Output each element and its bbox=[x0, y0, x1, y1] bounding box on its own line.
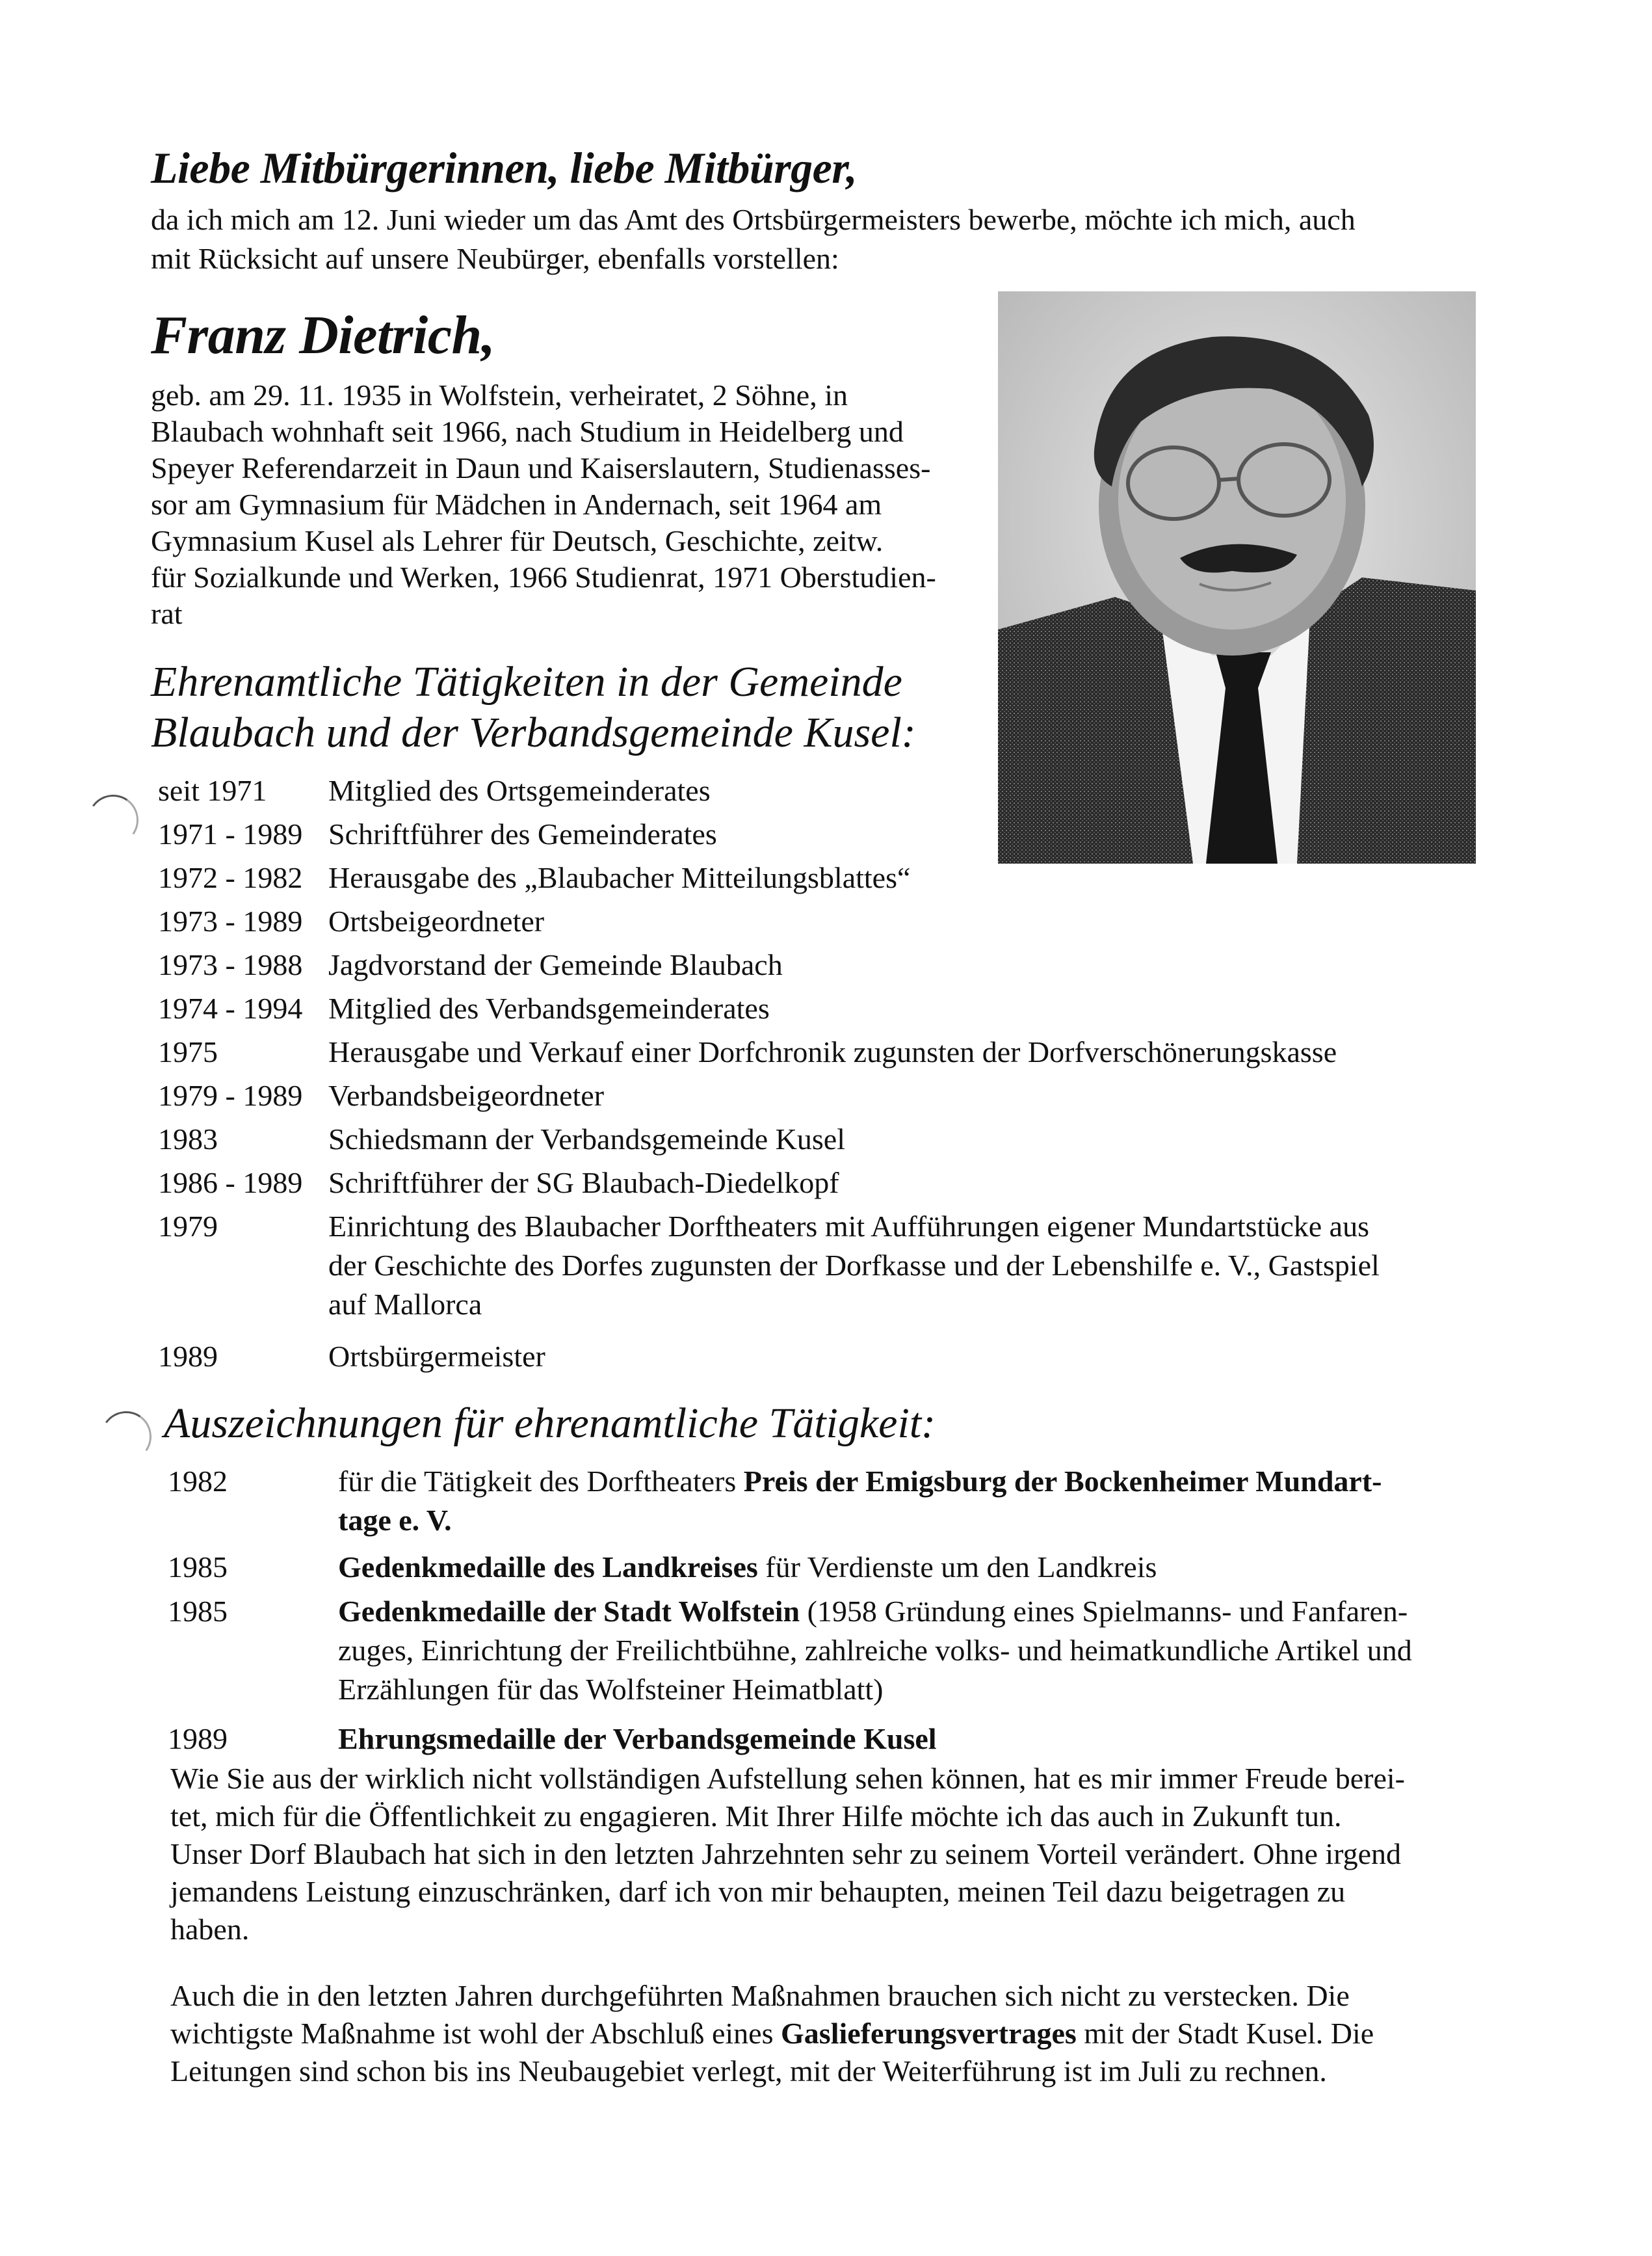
award-description bbox=[338, 1548, 1495, 1587]
activity-year: 1974 - 1994 bbox=[158, 992, 303, 1025]
activity-year: 1971 - 1989 bbox=[158, 817, 303, 851]
award-title: Gedenkmedaille des Landkreises bbox=[338, 1550, 758, 1584]
candidate-name: Franz Dietrich, bbox=[151, 305, 495, 365]
award-text: (1958 Gründung eines Spielmanns- und Fanfaren- bbox=[800, 1595, 1408, 1628]
activities-list bbox=[158, 771, 1497, 1373]
activity-description: Herausgabe des „Blaubacher Mitteilungsblattes“ bbox=[328, 861, 911, 894]
awards-list bbox=[168, 1462, 1497, 1755]
activity-description: Verbandsbeigeordneter bbox=[328, 1079, 605, 1112]
bio-line: sor am Gymnasium für Mädchen in Andernach, seit 1964 am bbox=[151, 488, 882, 521]
activity-description: Herausgabe und Verkauf einer Dorfchronik zugunsten der Dorfverschönerungskasse bbox=[328, 1035, 1337, 1068]
closing-line: Wie Sie aus der wirklich nicht vollständigen Aufstellung sehen können, hat es mir immer Freude berei- bbox=[170, 1762, 1406, 1795]
activity-description: Schriftführer des Gemeinderates bbox=[328, 817, 717, 851]
bio-paragraph bbox=[151, 377, 977, 632]
activity-year: 1973 - 1989 bbox=[158, 905, 303, 938]
closing-line: haben. bbox=[170, 1913, 250, 1946]
award-text: für die Tätigkeit des Dorftheaters bbox=[338, 1465, 744, 1498]
award-description-line bbox=[338, 1462, 1495, 1501]
award-description-line bbox=[338, 1719, 1495, 1758]
activity-description: Ortsbeigeordneter bbox=[328, 905, 545, 938]
closing-line: Leitungen sind schon bis ins Neubaugebiet verlegt, mit der Weiterführung ist im Juli zu rechnen. bbox=[170, 2054, 1327, 2088]
bio-line: Blaubach wohnhaft seit 1966, nach Studium in Heidelberg und bbox=[151, 415, 904, 448]
award-description bbox=[338, 1719, 1495, 1758]
activity-description: Jagdvorstand der Gemeinde Blaubach bbox=[328, 948, 783, 981]
activity-description-line: der Geschichte des Dorfes zugunsten der Dorfkasse und der Lebenshilfe e. V., Gastspiel bbox=[328, 1249, 1380, 1282]
activity-description: Mitglied des Ortsgemeinderates bbox=[328, 774, 711, 807]
award-description-line: zuges, Einrichtung der Freilichtbühne, zahlreiche volks- und heimatkundliche Artikel und bbox=[338, 1634, 1412, 1667]
awards-heading: Auszeichnungen für ehrenamtliche Tätigkeit: bbox=[164, 1400, 936, 1447]
activity-description: Mitglied des Verbandsgemeinderates bbox=[328, 992, 770, 1025]
closing-text: mit der Stadt Kusel. Die bbox=[1076, 2017, 1374, 2050]
salutation-heading: Liebe Mitbürgerinnen, liebe Mitbürger, bbox=[151, 143, 858, 192]
award-description-line bbox=[338, 1592, 1495, 1631]
award-description bbox=[338, 1462, 1495, 1540]
activity-description: Schiedsmann der Verbandsgemeinde Kusel bbox=[328, 1122, 846, 1156]
intro-line: da ich mich am 12. Juni wieder um das Amt des Ortsbürgermeisters bewerbe, möchte ich mich, auch bbox=[151, 203, 1356, 236]
award-description-line bbox=[338, 1501, 1495, 1540]
award-title: Preis der Emigsburg der Bockenheimer Mundart- bbox=[743, 1465, 1382, 1498]
activities-heading-line: Blaubach und der Verbandsgemeinde Kusel: bbox=[151, 709, 916, 756]
closing-line: Unser Dorf Blaubach hat sich in den letzten Jahrzehnten sehr zu seinem Vorteil verändert. Ohne irgend bbox=[170, 1837, 1402, 1870]
closing-line: Auch die in den letzten Jahren durchgeführten Maßnahmen brauchen sich nicht zu verstecken. Die bbox=[170, 1979, 1350, 2012]
closing-line: jemandens Leistung einzuschränken, darf ich von mir behaupten, meinen Teil dazu beigetragen zu bbox=[170, 1875, 1346, 1908]
award-title: Gedenkmedaille der Stadt Wolfstein bbox=[338, 1595, 800, 1628]
activity-year: seit 1971 bbox=[158, 774, 267, 807]
activity-year: 1986 - 1989 bbox=[158, 1166, 303, 1199]
activity-year: 1979 bbox=[158, 1210, 218, 1243]
award-title: Ehrungsmedaille der Verbandsgemeinde Kusel bbox=[338, 1722, 937, 1755]
bio-line: für Sozialkunde und Werken, 1966 Studienrat, 1971 Oberstudien- bbox=[151, 561, 936, 594]
award-year: 1985 bbox=[168, 1595, 228, 1628]
hole-punch-mark bbox=[97, 1407, 155, 1466]
activity-description: Schriftführer der SG Blaubach-Diedelkopf bbox=[328, 1166, 839, 1199]
closing-emphasis: Gaslieferungsvertrages bbox=[781, 2017, 1077, 2050]
activities-heading-line: Ehrenamtliche Tätigkeiten in der Gemeinde bbox=[151, 658, 902, 706]
award-title: tage e. V. bbox=[338, 1504, 452, 1537]
hole-punch-mark bbox=[84, 791, 142, 849]
activity-year: 1979 - 1989 bbox=[158, 1079, 303, 1112]
closing-line: tet, mich für die Öffentlichkeit zu engagieren. Mit Ihrer Hilfe möchte ich das auch in Zukunft tun. bbox=[170, 1799, 1342, 1833]
bio-line: Speyer Referendarzeit in Daun und Kaiserslautern, Studienasses- bbox=[151, 451, 931, 484]
activity-year: 1983 bbox=[158, 1122, 218, 1156]
closing-line bbox=[170, 2015, 1497, 2052]
activity-description bbox=[328, 1207, 1495, 1324]
bio-line: geb. am 29. 11. 1935 in Wolfstein, verheiratet, 2 Söhne, in bbox=[151, 378, 848, 412]
activity-year: 1972 - 1982 bbox=[158, 861, 303, 894]
award-description bbox=[338, 1592, 1495, 1709]
award-year: 1989 bbox=[168, 1722, 228, 1755]
activity-row bbox=[158, 1207, 1497, 1331]
award-description-line: Erzählungen für das Wolfsteiner Heimatblatt) bbox=[338, 1673, 884, 1706]
activity-year: 1989 bbox=[158, 1340, 218, 1373]
intro-paragraph bbox=[151, 200, 1477, 278]
closing-text: wichtigste Maßnahme ist wohl der Abschluß eines bbox=[170, 2017, 781, 2050]
activity-description: Ortsbürgermeister bbox=[328, 1340, 545, 1373]
award-year: 1982 bbox=[168, 1465, 228, 1498]
intro-line: mit Rücksicht auf unsere Neubürger, ebenfalls vorstellen: bbox=[151, 242, 839, 275]
closing-paragraph-2 bbox=[170, 1977, 1497, 2090]
award-description-line bbox=[338, 1548, 1495, 1587]
bio-line: Gymnasium Kusel als Lehrer für Deutsch, Geschichte, zeitw. bbox=[151, 524, 884, 557]
bio-line: rat bbox=[151, 597, 183, 630]
activity-description-line: auf Mallorca bbox=[328, 1288, 482, 1321]
award-year: 1985 bbox=[168, 1550, 228, 1584]
award-text: für Verdienste um den Landkreis bbox=[757, 1550, 1157, 1584]
activity-description-line: Einrichtung des Blaubacher Dorftheaters mit Aufführungen eigener Mundartstücke aus bbox=[328, 1210, 1369, 1243]
activities-heading bbox=[151, 657, 916, 758]
closing-paragraph-1 bbox=[170, 1760, 1497, 1948]
activity-year: 1973 - 1988 bbox=[158, 948, 303, 981]
activity-year: 1975 bbox=[158, 1035, 218, 1068]
